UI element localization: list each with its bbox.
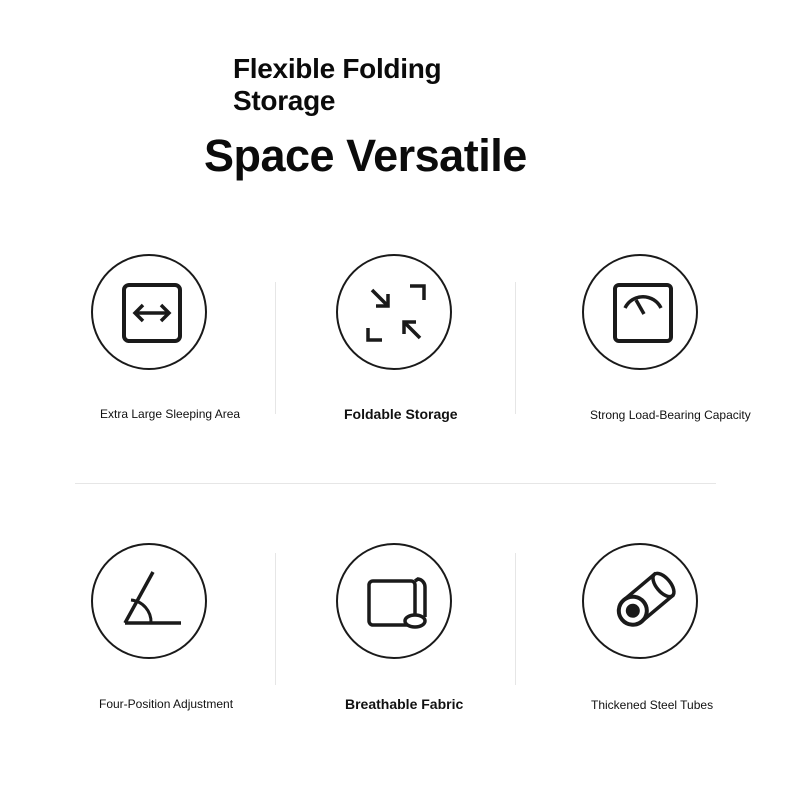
feature-label: Four-Position Adjustment [99,697,234,711]
title-small [233,53,533,117]
divider-vertical [275,282,276,414]
feature-icon-circle [336,543,452,659]
title-line-2: Storage [233,85,336,116]
feature-icon-circle [582,543,698,659]
feature-icon-circle [582,254,698,370]
divider-vertical [515,553,516,685]
feature-label: Strong Load-Bearing Capacity [590,408,751,422]
expand-horizontal-icon [93,256,209,372]
page-title: Space Versatile [204,130,527,181]
feature-icon-circle [91,254,207,370]
feature-label: Thickened Steel Tubes [591,698,714,712]
scale-gauge-icon [584,256,700,372]
angle-icon [93,545,209,661]
feature-icon-circle [91,543,207,659]
divider-vertical [515,282,516,414]
collapse-arrows-icon [338,256,454,372]
feature-label: Extra Large Sleeping Area [100,407,241,421]
feature-label: Breathable Fabric [345,696,464,712]
divider-vertical [275,553,276,685]
steel-tube-icon [584,545,700,661]
title-line-1: Flexible Folding [233,53,442,84]
feature-label: Foldable Storage [344,406,458,422]
feature-icon-circle [336,254,452,370]
divider-horizontal [75,483,716,484]
fabric-roll-icon [338,545,454,661]
